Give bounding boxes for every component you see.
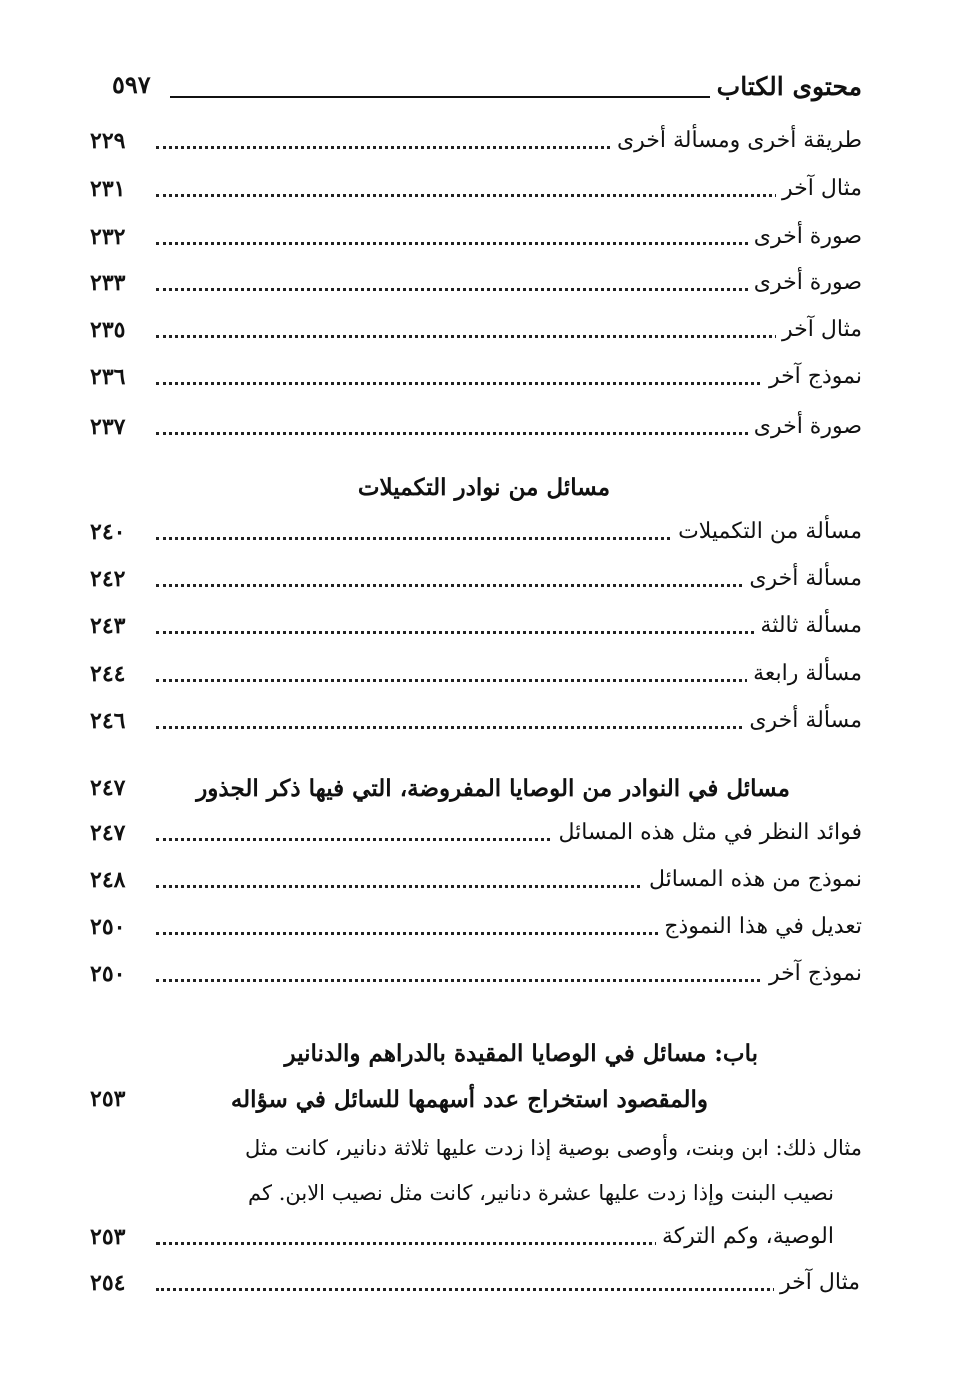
toc-entry-title: فوائد النظر في مثل هذه المسائل (552, 820, 862, 845)
toc-entry-page: ٢٥٣ (90, 1224, 126, 1250)
toc-entry-page: ٢٣٣ (90, 270, 126, 296)
example-paragraph-line1: مثال ذلك: ابن وبنت، وأوصى بوصية إذا زدت عليها ثلاثة دنانير، كانت مثل (245, 1136, 862, 1160)
dot-leader (156, 335, 862, 338)
toc-entry-title: صورة أخرى (748, 414, 862, 439)
toc-entry-page: ٢٤٦ (90, 708, 126, 734)
toc-entry-title: نموذج من هذه المسائل (643, 867, 862, 892)
toc-entry-page: ٢٥٠ (90, 961, 126, 987)
toc-entry-page: ٢٣٧ (90, 414, 126, 440)
toc-entry-title: مثال آخر (776, 317, 862, 342)
toc-entry-title: مسألة من التكميلات (672, 519, 862, 544)
toc-entry-page: ٢٢٩ (90, 128, 126, 154)
dot-leader (156, 979, 862, 982)
toc-entry-page: ٢٤٣ (90, 613, 126, 639)
toc-entry-title: نموذج آخر (763, 961, 862, 986)
toc-entry-title: تعديل في هذا النموذج (658, 914, 862, 939)
toc-entry-title: طريقة أخرى ومسألة أخرى (611, 128, 862, 153)
section-heading: مسائل في النوادر من الوصايا المفروضة، التي فيها ذكر الجذور (196, 775, 790, 802)
dot-leader (156, 1288, 860, 1291)
dot-leader (156, 194, 862, 197)
running-header-title: محتوى الكتاب (716, 72, 862, 101)
toc-entry (90, 914, 862, 956)
toc-entry-title: مسألة رابعة (747, 661, 862, 686)
example-paragraph-line2: نصيب البنت وإذا زدت عليها عشرة دنانير، كانت مثل نصيب الابن. كم (248, 1181, 834, 1205)
example-paragraph-line3: الوصية، وكم التركة (656, 1224, 834, 1249)
toc-entry-page: ٢٥٠ (90, 914, 126, 940)
toc-entry-title: صورة أخرى (748, 270, 862, 295)
toc-entry (90, 364, 862, 406)
running-header-page-number: ٥٩٧ (112, 70, 151, 99)
dot-leader (156, 382, 862, 385)
toc-entry (90, 414, 862, 456)
toc-entry-page: ٢٤٨ (90, 867, 126, 893)
toc-entry (90, 613, 862, 655)
toc-entry (90, 566, 862, 608)
toc-entry-title: مسألة ثالثة (754, 613, 862, 638)
toc-entry (90, 1270, 860, 1312)
toc-entry (90, 867, 862, 909)
toc-entry (90, 270, 862, 312)
toc-entry-page: ٢٤٧ (90, 820, 126, 846)
toc-entry-title: مثال آخر (776, 176, 862, 201)
toc-entry (90, 317, 862, 359)
toc-entry-title: صورة أخرى (748, 224, 862, 249)
toc-entry-page: ٢٣١ (90, 176, 126, 202)
toc-entry (90, 224, 862, 266)
toc-entry-page: ٢٣٦ (90, 364, 126, 390)
toc-entry-page: ٢٣٢ (90, 224, 126, 250)
toc-entry (90, 708, 862, 750)
toc-entry (90, 176, 862, 218)
toc-entry-title: مسألة أخرى (743, 708, 862, 733)
toc-entry-page: ٢٥٤ (90, 1270, 126, 1296)
toc-entry-page: ٢٤٠ (90, 519, 126, 545)
header-rule (170, 96, 710, 98)
toc-entry-page: ٢٤٢ (90, 566, 126, 592)
toc-entry-title: نموذج آخر (763, 364, 862, 389)
toc-entry (90, 661, 862, 703)
section-heading: مسائل من نوادر التكميلات (357, 474, 611, 501)
toc-entry (90, 1224, 834, 1266)
toc-entry-page: ٢٤٤ (90, 661, 126, 687)
section-heading-page: ٢٤٧ (90, 775, 126, 801)
chapter-heading-line1: باب: مسائل في الوصايا المقيدة بالدراهم والدنانير (284, 1040, 758, 1067)
toc-entry (90, 128, 862, 170)
chapter-heading-page: ٢٥٣ (90, 1086, 126, 1112)
toc-entry-title: مثال آخر (774, 1270, 860, 1295)
toc-entry (90, 820, 862, 862)
chapter-heading-line2: والمقصود استخراج عدد أسهمها للسائل في سؤاله (230, 1086, 708, 1113)
toc-entry (90, 519, 862, 561)
toc-entry-page: ٢٣٥ (90, 317, 126, 343)
toc-entry (90, 961, 862, 1003)
toc-entry-title: مسألة أخرى (743, 566, 862, 591)
